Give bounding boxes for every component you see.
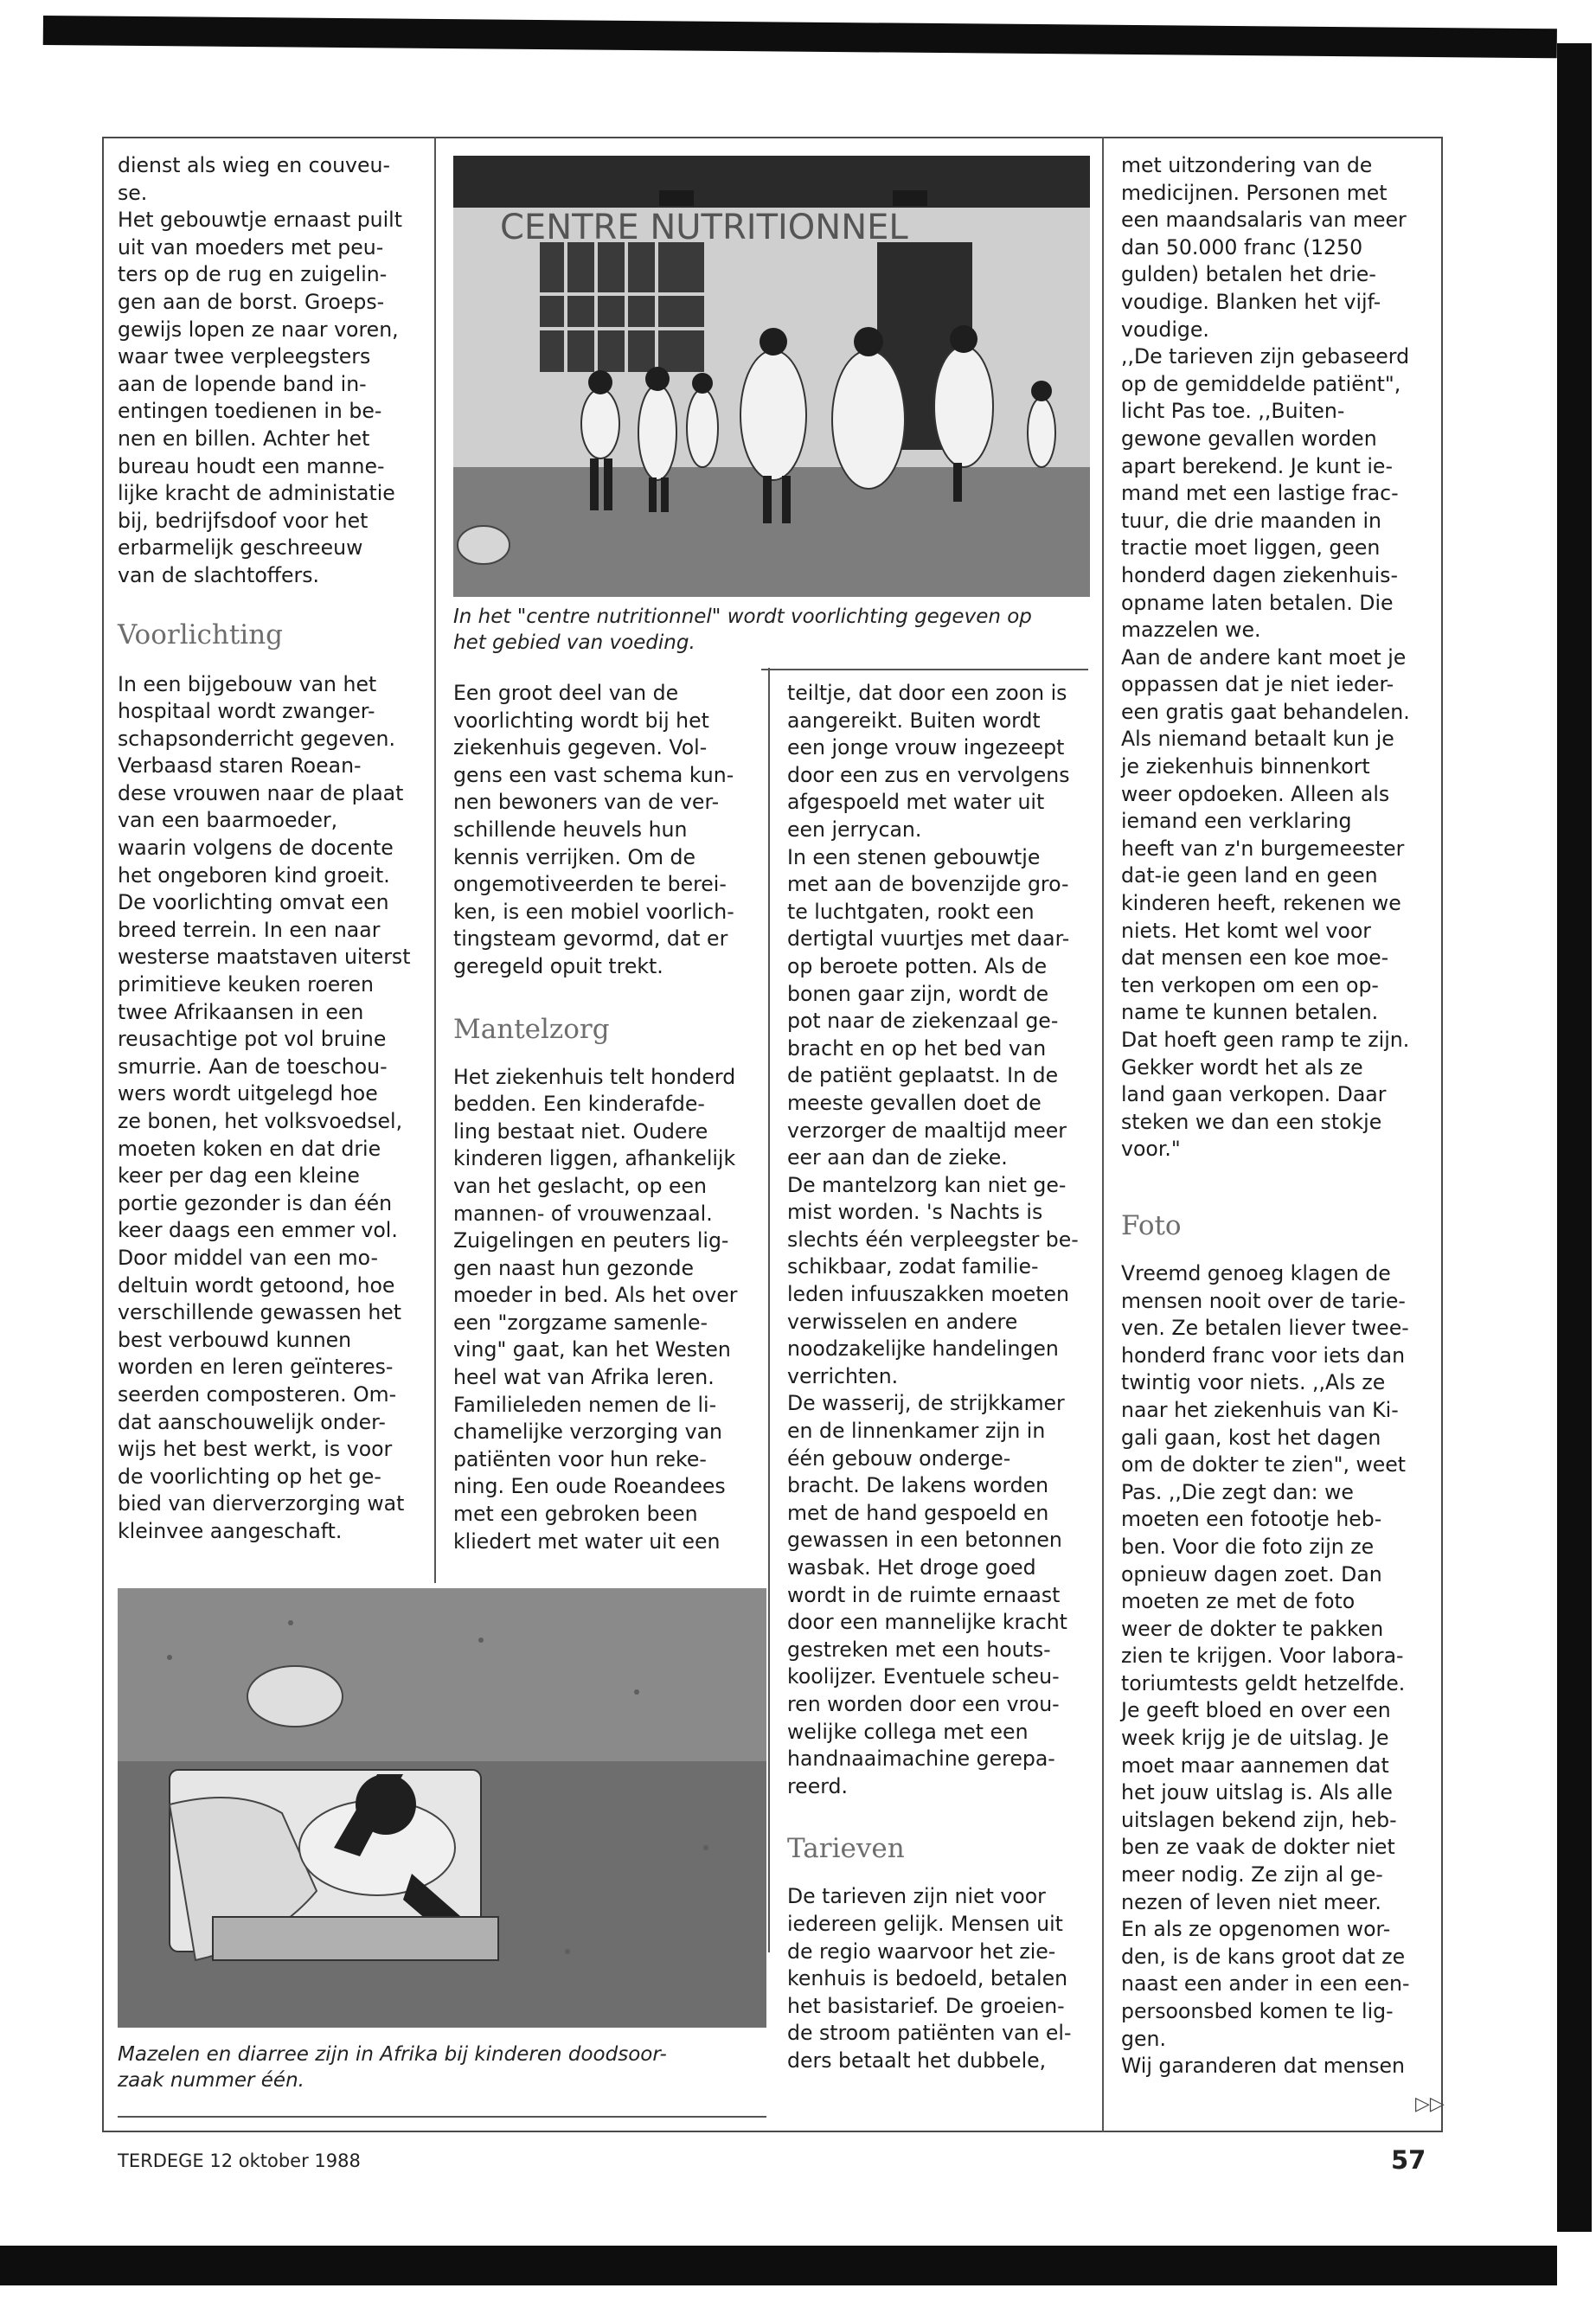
continue-arrows: ▷▷ — [1415, 2093, 1445, 2115]
column-rule — [434, 137, 436, 1583]
paragraph: In een bijgebouw van het hospitaal wordt zwanger- schapsonderricht gegeven. Verbaasd staren Roean- dese vrouwen naar de plaat van een baarmoeder, waarin volgens de docente het ongeboren kind groeit. De voorlichting omvat een breed terrein. In een naar westerse maatstaven uiterst primitieve keuken roeren twee Afrikaansen in een reusachtige pot vol bruine smurrie. Aan de toeschou- wers wordt uitgelegd hoe ze bonen, het volksvoedsel, moeten koken en dat drie keer per dag een kleine portie gezonder is dan één keer daags een emmer vol. Door middel van een mo- deltuin wordt getoond, hoe verschillende gewassen het best verbouwd kunnen worden en leren geïnteres- seerden composteren. Om- dat aanschouwelijk onder- wijs het best werkt, is voor de voorlichting op het ge- bied van dierverzorging wat kleinvee aangeschaft. — [118, 671, 411, 1543]
column-rule — [1102, 137, 1104, 2132]
photo-sick-child-image — [118, 1588, 766, 2028]
heading-tarieven: Tarieven — [787, 1833, 905, 1865]
column-2 — [453, 680, 765, 1555]
photo-sign-text: CENTRE NUTRITIONNEL — [500, 208, 908, 247]
caption-bottom-photo: Mazelen en diarree zijn in Afrika bij kinderen doodsoor- zaak nummer één. — [118, 2043, 667, 2092]
heading-voorlichting: Voorlichting — [118, 619, 284, 651]
caption-rule — [761, 669, 1088, 670]
paragraph: met uitzondering van de medicijnen. Personen met een maandsalaris van meer dan 50.000 franc (1250 gulden) betalen het drie- voudige. Blanken het vijf- voudige. ,,De tarieven zijn gebaseerd op de gemiddelde patiënt", licht Pas toe. ,,Buiten- gewone gevallen worden apart berekend. Je kunt ie- mand met een lastige frac- tuur, die drie maanden in tractie moet liggen, geen honderd dagen ziekenhuis- opname laten betalen. Die mazzelen we. Aan de andere kant moet je oppassen dat je niet ieder- een gratis gaat behandelen. Als niemand betaalt kun je je ziekenhuis binnenkort weer opdoeken. Alleen als iemand een verklaring heeft van z'n burgemeester dat-ie geen land en geen kinderen heeft, rekenen we niets. Het komt wel voor dat mensen een koe moe- ten verkopen om een op- name te kunnen betalen. Dat hoeft geen ramp te zijn. Gekker wordt het als ze land gaan verkopen. Daar steken we dan een stokje voor." — [1121, 153, 1410, 1162]
column-1 — [118, 152, 426, 1546]
heading-mantelzorg: Mantelzorg — [453, 1013, 610, 1045]
scan-edge-top — [43, 16, 1557, 58]
photo-centre-nutritionnel-image — [453, 156, 1090, 597]
caption-top-photo: In het "centre nutritionnel" wordt voorlichting gegeven op het gebied van voeding. — [453, 606, 1032, 654]
scan-edge-right — [1557, 43, 1592, 2232]
paragraph: teiltje, dat door een zoon is aangereikt. Buiten wordt een jonge vrouw ingezeept door een zus en vervolgens afgespoeld met water uit een jerrycan. In een stenen gebouwtje met aan de bovenzijde gro- te luchtgaten, rookt een dertigtal vuurtjes met daar- op beroete potten. Als de bonen gaar zijn, wordt de pot naar de ziekenzaal ge- bracht en op het bed van de patiënt geplaatst. In de meeste gevallen doet de verzorger de maaltijd meer eer aan dan de zieke. De mantelzorg kan niet ge- mist worden. 's Nachts is slechts één verpleegster be- schikbaar, zodat familie- leden infuuszakken moeten verwisselen en andere noodzakelijke handelingen verrichten. De wasserij, de strijkkamer en de linnenkamer zijn in één gebouw onderge- bracht. De lakens worden met de hand gespoeld en gewassen in een betonnen wasbak. Het droge goed wordt in de ruimte ernaast door een mannelijke kracht gestreken met een houts- koolijzer. Eventuele scheu- ren worden door een vrou- welijke collega met een handnaaimachine gerepa- reerd. — [787, 681, 1079, 1798]
scan-edge-bottom — [0, 2246, 1557, 2285]
column-rule — [768, 668, 770, 1952]
paragraph: Vreemd genoeg klagen de mensen nooit over de tarie- ven. Ze betalen liever twee- honderd franc voor iets dan twintig voor niets. ,,Als ze naar het ziekenhuis van Ki- gali gaan, kost het dagen om de dokter te zien", weet Pas. ,,Die zegt dan: we moeten een fotootje heb- ben. Voor die foto zijn ze opnieuw dagen zoet. Dan moeten ze met de foto weer de dokter te pakken zien te krijgen. Voor labora- toriumtests geldt hetzelfde. Je geeft bloed en over een week krijg je de uitslag. Je moet maar aannemen dat het jouw uitslag is. Als alle uitslagen bekend zijn, heb- ben ze vaak de dokter niet meer nodig. Ze zijn al ge- nezen of leven niet meer. En als ze opgenomen wor- den, is de kans groot dat ze naast een ander in een een- persoonsbed komen te lig- gen. Wij garanderen dat mensen — [1121, 1260, 1410, 2079]
paragraph: Het ziekenhuis telt honderd bedden. Een kinderafde- ling bestaat niet. Oudere kinderen liggen, afhankelijk van het geslacht, op een mannen- of vrouwenzaal. Zuigelingen en peuters lig- gen naast hun gezonde moeder in bed. Als het over een "zorgzame samenle- ving" gaat, kan het Westen heel wat van Afrika leren. Familieleden nemen de li- chamelijke verzorging van patiënten voor hun reke- ning. Een oude Roeandees met een gebroken been kliedert met water uit een — [453, 1064, 738, 1554]
paragraph: dienst als wieg en couveu- se. Het gebouwtje ernaast puilt uit van moeders met peu- ters op de rug en zuigelin- gen aan de borst. Groeps- gewijs lopen ze naar voren, waar twee verpleegsters aan de lopende band in- entingen toedienen in be- nen en billen. Achter het bureau houdt een manne- lijke kracht de administatie bij, bedrijfsdoof voor het erbarmelijk geschreeuw van de slachtoffers. — [118, 153, 402, 587]
heading-foto: Foto — [1121, 1209, 1182, 1241]
column-3 — [787, 680, 1099, 2075]
photo-sick-child — [118, 1588, 766, 2028]
paragraph: Een groot deel van de voorlichting wordt bij het ziekenhuis gegeven. Vol- gens een vast schema kun- nen bewoners van de ver- schillende heuvels hun kennis verrijken. Om de ongemotiveerden te berei- ken, is een mobiel voorlich- tingsteam gevormd, dat er geregeld opuit trekt. — [453, 681, 734, 978]
paragraph: De tarieven zijn niet voor iedereen gelijk. Mensen uit de regio waarvoor het zie- kenhuis is bedoeld, betalen het basistarief. De groeien- de stroom patiënten van el- ders betaalt het dubbele, — [787, 1884, 1072, 2073]
column-4 — [1121, 152, 1436, 2080]
footer-publication: TERDEGE 12 oktober 1988 — [118, 2150, 361, 2171]
caption-rule — [118, 2116, 766, 2118]
page-number: 57 — [1391, 2145, 1426, 2175]
photo-centre-nutritionnel — [453, 156, 1090, 597]
